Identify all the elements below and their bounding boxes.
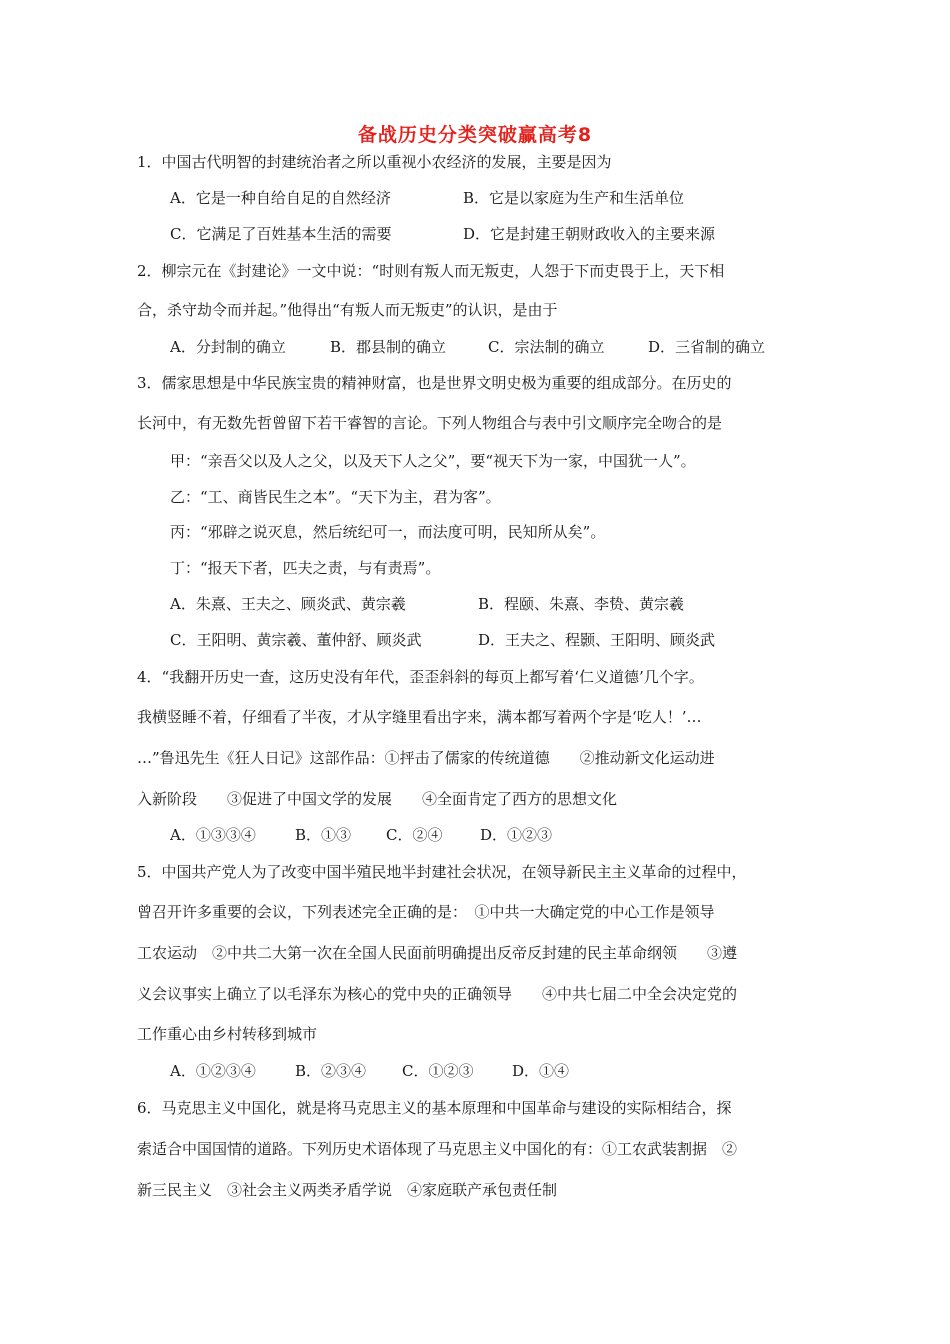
q5-option-d: D．①④ [512, 1062, 570, 1080]
q4-option-c: C．②④ [386, 826, 443, 844]
q3-stem-line2: 长河中，有无数先哲曾留下若干睿智的言论。下列人物组合与表中引文顺序完全吻合的是 [137, 414, 723, 432]
q1-option-b: B．它是以家庭为生产和生活单位 [463, 189, 685, 207]
q3-option-d: D．王夫之、程颢、王阳明、顾炎武 [478, 631, 716, 649]
q3-quote-jia: 甲：“亲吾父以及人之父，以及天下人之父”，要“视天下为一家，中国犹一人”。 [170, 452, 696, 470]
q4-stem-line3: …”鲁迅先生《狂人日记》这部作品：①抨击了儒家的传统道德 ②推动新文化运动进 [137, 749, 715, 767]
q1-option-d: D．它是封建王朝财政收入的主要来源 [463, 225, 716, 243]
q2-option-d: D．三省制的确立 [648, 338, 766, 356]
q2-option-b: B．郡县制的确立 [330, 338, 447, 356]
q4-stem-line2: 我横竖睡不着，仔细看了半夜，才从字缝里看出字来，满本都写着两个字是‘吃人！’… [137, 708, 702, 726]
q2-stem-line1: 2．柳宗元在《封建论》一文中说：“时则有叛人而无叛吏，人怨于下而吏畏于上，天下相 [137, 262, 725, 280]
q4-stem-line4: 入新阶段 ③促进了中国文学的发展 ④全面肯定了西方的思想文化 [137, 790, 618, 808]
q5-stem-line5: 工作重心由乡村转移到城市 [137, 1025, 318, 1043]
q3-quote-yi: 乙：“工、商皆民生之本”。“天下为主，君为客”。 [170, 488, 501, 506]
q5-stem-line3: 工农运动 ②中共二大第一次在全国人民面前明确提出反帝反封建的民主革命纲领 ③遵 [137, 944, 738, 962]
q2-option-c: C．宗法制的确立 [488, 338, 605, 356]
q2-option-a: A．分封制的确立 [170, 338, 286, 356]
q2-stem-line2: 合，杀守劫令而并起。”他得出“有叛人而无叛吏”的认识，是由于 [137, 301, 558, 319]
q3-quote-ding: 丁：“报天下者，匹夫之责，与有责焉”。 [170, 559, 441, 577]
q4-option-a: A．①③③④ [170, 826, 256, 844]
q5-option-c: C．①②③ [402, 1062, 474, 1080]
q6-stem-line1: 6．马克思主义中国化，就是将马克思主义的基本原理和中国革命与建设的实际相结合，探 [137, 1099, 732, 1117]
q5-stem-line1: 5．中国共产党人为了改变中国半殖民地半封建社会状况，在领导新民主主义革命的过程中， [137, 863, 747, 881]
q4-option-b: B．①③ [295, 826, 352, 844]
q3-stem-line1: 3．儒家思想是中华民族宝贵的精神财富，也是世界文明史极为重要的组成部分。在历史的 [137, 374, 732, 392]
q3-option-b: B．程颐、朱熹、李贽、黄宗羲 [478, 595, 685, 613]
q5-option-a: A．①②③④ [170, 1062, 256, 1080]
q5-stem-line4: 义会议事实上确立了以毛泽东为核心的党中央的正确领导 ④中共七届二中全会决定党的 [137, 985, 738, 1003]
q5-option-b: B．②③④ [295, 1062, 367, 1080]
q3-quote-bing: 丙：“邪辟之说灭息，然后统纪可一，而法度可明，民知所从矣”。 [170, 523, 606, 541]
q6-stem-line3: 新三民主义 ③社会主义两类矛盾学说 ④家庭联产承包责任制 [137, 1181, 558, 1199]
q1-option-c: C．它满足了百姓基本生活的需要 [170, 225, 392, 243]
q4-stem-line1: 4．“我翻开历史一查，这历史没有年代，歪歪斜斜的每页上都写着‘仁义道德’几个字。 [137, 668, 704, 686]
q4-option-d: D．①②③ [480, 826, 553, 844]
q5-stem-line2: 曾召开许多重要的会议，下列表述完全正确的是： ①中共一大确定党的中心工作是领导 [137, 903, 715, 921]
q1-stem: 1．中国古代明智的封建统治者之所以重视小农经济的发展，主要是因为 [137, 153, 612, 171]
q3-option-c: C．王阳明、黄宗羲、董仲舒、顾炎武 [170, 631, 422, 649]
document-title: 备战历史分类突破赢高考8 [357, 124, 593, 146]
q1-option-a: A．它是一种自给自足的自然经济 [170, 189, 391, 207]
q3-option-a: A．朱熹、王夫之、顾炎武、黄宗羲 [170, 595, 406, 613]
q6-stem-line2: 索适合中国国情的道路。下列历史术语体现了马克思主义中国化的有：①工农武装割据 ② [137, 1140, 738, 1158]
